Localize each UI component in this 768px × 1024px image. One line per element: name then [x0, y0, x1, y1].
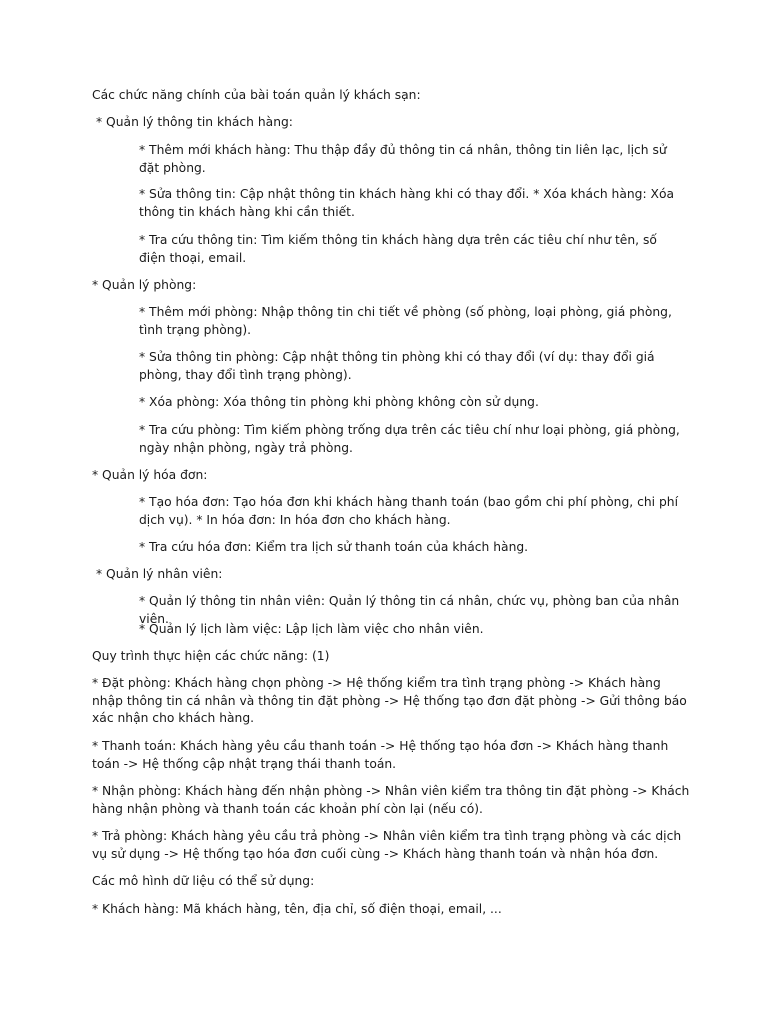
- list-item: * Tra cứu thông tin: Tìm kiếm thông tin khách hàng dựa trên các tiêu chí như tên, số điện thoại, email.: [139, 233, 657, 265]
- list-item: * Tra cứu phòng: Tìm kiếm phòng trống dựa trên các tiêu chí như loại phòng, giá phòng, ngày nhận phòng, ngày trả phòng.: [139, 423, 680, 455]
- process-item: * Trả phòng: Khách hàng yêu cầu trả phòng -> Nhân viên kiểm tra tình trạng phòng và các dịch vụ sử dụng -> Hệ thống tạo hóa đơn cuối cùng -> Khách hàng thanh toán và nhận hóa đơn.: [92, 829, 682, 861]
- section-heading: Quy trình thực hiện các chức năng: (1): [92, 649, 330, 663]
- list-item: * Thêm mới phòng: Nhập thông tin chi tiết về phòng (số phòng, loại phòng, giá phòng, tình trạng phòng).: [139, 305, 672, 337]
- list-item: * Quản lý thông tin nhân viên: Quản lý thông tin cá nhân, chức vụ, phòng ban của nhân viên.: [139, 594, 680, 626]
- list-heading-staff: * Quản lý nhân viên:: [96, 567, 223, 581]
- list-heading-invoices: * Quản lý hóa đơn:: [92, 468, 208, 482]
- process-item: * Thanh toán: Khách hàng yêu cầu thanh toán -> Hệ thống tạo hóa đơn -> Khách hàng thanh toán -> Hệ thống cập nhật trạng thái thanh toán.: [92, 739, 669, 771]
- list-item: * Thêm mới khách hàng: Thu thập đầy đủ thông tin cá nhân, thông tin liên lạc, lịch sử đặt phòng.: [139, 143, 667, 175]
- data-model-item: * Khách hàng: Mã khách hàng, tên, địa chỉ, số điện thoại, email, ...: [92, 902, 502, 916]
- list-item: * Tạo hóa đơn: Tạo hóa đơn khi khách hàng thanh toán (bao gồm chi phí phòng, chi phí dịch vụ). * In hóa đơn: In hóa đơn cho khách hàng.: [139, 495, 678, 527]
- section-heading: Các mô hình dữ liệu có thể sử dụng:: [92, 874, 315, 888]
- process-item: * Nhận phòng: Khách hàng đến nhận phòng -> Nhân viên kiểm tra thông tin đặt phòng -> Khách hàng nhận phòng và thanh toán các khoản phí còn lại (nếu có).: [92, 784, 690, 816]
- section-heading: Các chức năng chính của bài toán quản lý khách sạn:: [92, 88, 421, 102]
- list-item: * Xóa phòng: Xóa thông tin phòng khi phòng không còn sử dụng.: [139, 395, 539, 409]
- process-item: * Đặt phòng: Khách hàng chọn phòng -> Hệ thống kiểm tra tình trạng phòng -> Khách hàng nhập thông tin cá nhân và thông tin đặt phòng -> Hệ thống tạo đơn đặt phòng -> Gửi thông báo xác nhận cho khách hàng.: [92, 676, 687, 725]
- list-item: * Sửa thông tin phòng: Cập nhật thông tin phòng khi có thay đổi (ví dụ: thay đổi giá phòng, thay đổi tình trạng phòng).: [139, 350, 655, 382]
- list-item: * Tra cứu hóa đơn: Kiểm tra lịch sử thanh toán của khách hàng.: [139, 540, 529, 554]
- list-heading-rooms: * Quản lý phòng:: [92, 278, 197, 292]
- list-item: * Quản lý lịch làm việc: Lập lịch làm việc cho nhân viên.: [139, 622, 484, 636]
- list-item: * Sửa thông tin: Cập nhật thông tin khách hàng khi có thay đổi. * Xóa khách hàng: Xóa thông tin khách hàng khi cần thiết.: [139, 187, 675, 219]
- list-heading-customers: * Quản lý thông tin khách hàng:: [96, 115, 293, 129]
